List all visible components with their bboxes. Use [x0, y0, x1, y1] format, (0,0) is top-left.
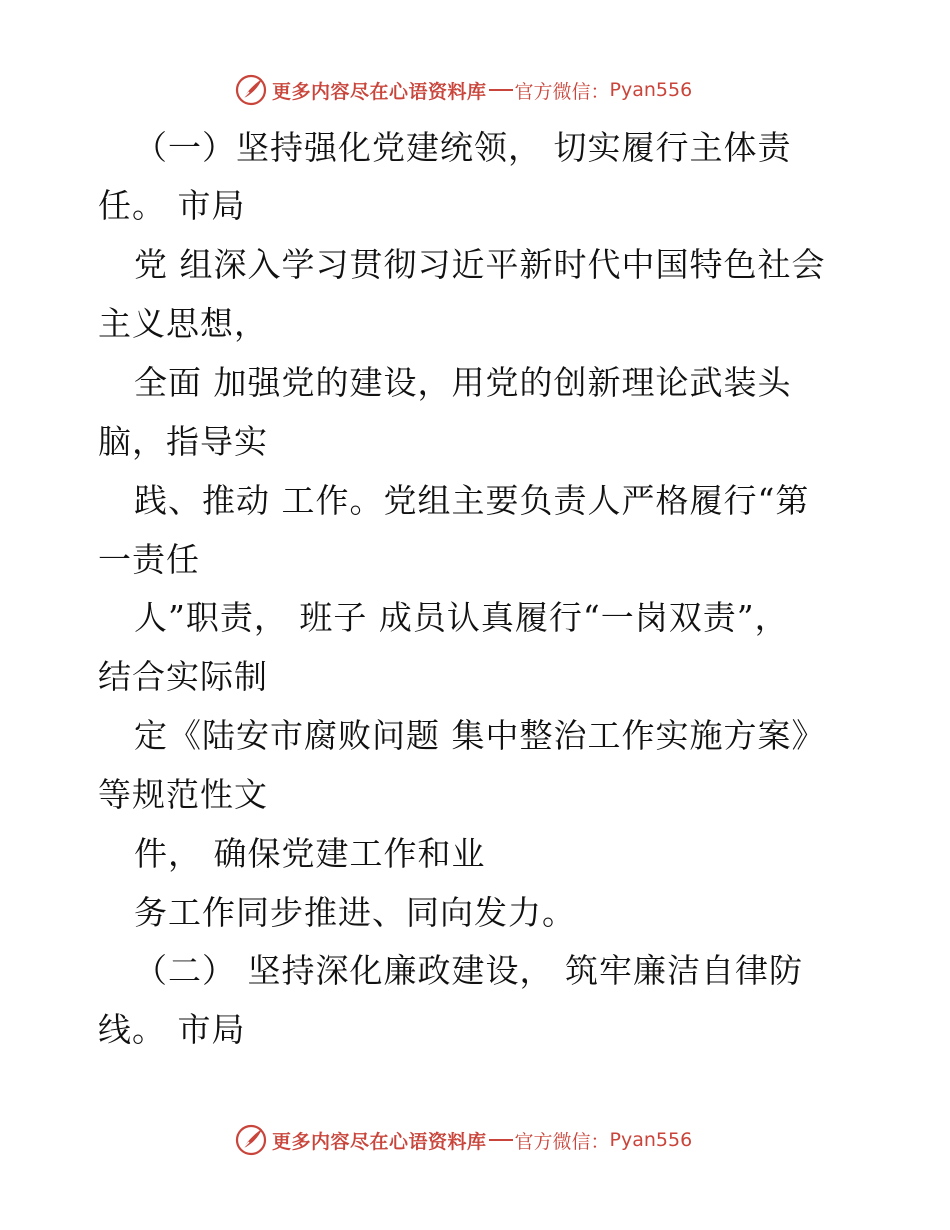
banner-dash: [489, 1139, 513, 1141]
body-line-6: 脑，指导实: [98, 422, 268, 461]
body-line-2: 任。 市局: [98, 186, 246, 225]
body-line-11: 定《陆安市腐败问题 集中整治工作实施方案》: [134, 716, 826, 755]
body-line-10: 结合实际制: [98, 657, 268, 696]
body-line-14: 务工作同步推进、同向发力。: [134, 893, 576, 932]
body-line-5: 全面 加强党的建设，用党的创新理论武装头: [134, 363, 792, 402]
body-line-7: 践、推动 工作。党组主要负责人严格履行“第: [134, 481, 810, 520]
header-banner: [234, 72, 692, 108]
banner-dash: [489, 89, 513, 91]
body-line-1: （一）坚持强化党建统领， 切实履行主体责: [134, 128, 792, 167]
banner-wechat-label: 官方微信：: [514, 80, 610, 103]
banner-brand-text: 更多内容尽在心语资料库: [272, 80, 487, 103]
body-line-3: 党 组深入学习贯彻习近平新时代中国特色社会: [134, 245, 826, 284]
body-line-9: 人”职责， 班子 成员认真履行“一岗双责”，: [134, 598, 789, 637]
quill-pen-logo-icon: [234, 73, 268, 107]
quill-pen-logo-icon: [234, 1123, 268, 1157]
body-line-12: 等规范性文: [98, 775, 268, 814]
body-line-13: 件， 确保党建工作和业: [134, 834, 486, 873]
banner-account: Pyan556: [609, 1129, 693, 1151]
banner-wechat-label: 官方微信：: [514, 1130, 610, 1153]
body-line-15: （二） 坚持深化廉政建设， 筑牢廉洁自律防: [134, 951, 803, 990]
banner-brand-text: 更多内容尽在心语资料库: [272, 1130, 487, 1153]
banner-account: Pyan556: [609, 79, 693, 101]
body-line-16: 线。 市局: [98, 1010, 246, 1049]
body-line-4: 主义思想，: [98, 304, 268, 343]
footer-banner: [234, 1122, 692, 1158]
body-line-8: 一责任: [98, 540, 200, 579]
